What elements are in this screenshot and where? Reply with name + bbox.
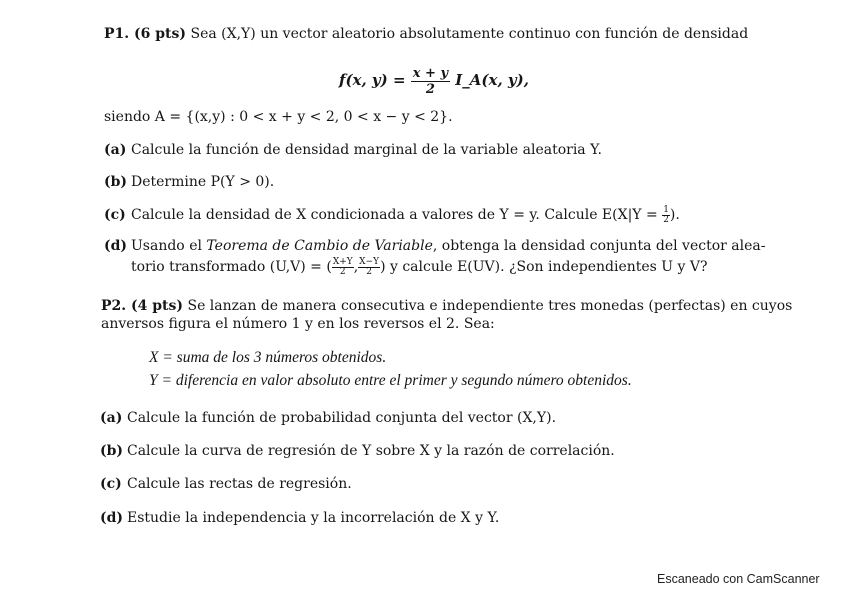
- density-fraction: [411, 67, 450, 96]
- d-line2-pre: torio transformado (U,V) = (: [131, 259, 332, 276]
- density-lhs: f(x, y) =: [339, 71, 406, 89]
- item-text: Estudie la independencia y la incorrelación de X y Y.: [127, 510, 500, 526]
- item-label: (b): [100, 443, 124, 459]
- item-label: (d): [104, 238, 128, 254]
- item-text: Determine P(Y > 0).: [131, 174, 275, 190]
- item-label: (c): [104, 207, 126, 224]
- d-fraction-1-num: X+Y: [332, 257, 353, 267]
- def-x: X = suma de los 3 números obtenidos.: [149, 349, 387, 366]
- d-line2-post: ) y calcule E(UV). ¿Son independientes U y V?: [380, 259, 708, 276]
- c-fraction-num: 1: [663, 205, 669, 215]
- def-y: Y = diferencia en valor absoluto entre el primer y segundo número obtenidos.: [149, 372, 632, 389]
- p2-intro-line2: anversos figura el número 1 y en los reversos el 2. Sea:: [101, 316, 495, 332]
- p2-title: P2. (4 pts): [101, 298, 184, 314]
- p1-item-b: [104, 174, 274, 191]
- density-numerator: x + y: [412, 65, 449, 81]
- d-fraction-2-num: X−Y: [359, 257, 380, 267]
- item-label: (b): [104, 174, 128, 190]
- item-text: Calcule las rectas de regresión.: [127, 476, 352, 492]
- set-a-definition: siendo A = {(x,y) : 0 < x + y < 2, 0 < x − y < 2}.: [104, 109, 453, 125]
- item-text: Calcule la función de densidad marginal de la variable aleatoria Y.: [131, 142, 602, 158]
- d-fraction-1: [332, 258, 354, 276]
- item-text: Calcule la curva de regresión de Y sobre X y la razón de correlación.: [127, 443, 615, 459]
- p1-item-c: [104, 206, 680, 224]
- item-text: Calcule la función de probabilidad conjunta del vector (X,Y).: [127, 410, 557, 426]
- c-fraction: [662, 206, 670, 224]
- d-theorem-name: Teorema de Cambio de Variable: [206, 238, 433, 254]
- item-text: Calcule la densidad de X condicionada a valores de Y = y. Calcule E(X|Y =: [131, 207, 658, 224]
- p1-intro: Sea (X,Y) un vector aleatorio absolutamente continuo con función de densidad: [190, 26, 749, 42]
- p1-header: [104, 26, 748, 43]
- density-denominator: 2: [425, 81, 435, 97]
- p2-item-a: [100, 410, 556, 427]
- item-label: (c): [100, 476, 122, 492]
- d-fraction-1-den: 2: [339, 266, 346, 277]
- p1-item-a: [104, 142, 602, 159]
- p2-item-d: [100, 510, 499, 527]
- p1-item-d-line1: [104, 238, 765, 255]
- c-close: ).: [669, 207, 680, 224]
- p2-header: [101, 298, 792, 315]
- d-line1-pre: Usando el: [131, 238, 202, 254]
- p2-intro-line1: Se lanzan de manera consecutiva e independiente tres monedas (perfectas) en cuyos: [187, 298, 793, 314]
- p1-title: P1. (6 pts): [104, 26, 187, 42]
- p2-item-b: [100, 443, 615, 460]
- scanner-watermark: Escaneado con CamScanner: [657, 572, 820, 586]
- item-label: (a): [100, 410, 123, 426]
- p1-item-d-line2: [131, 258, 708, 276]
- c-fraction-den: 2: [663, 214, 669, 225]
- d-fraction-2-den: 2: [366, 266, 372, 277]
- density-rhs: I_A(x, y),: [455, 71, 529, 89]
- item-label: (a): [104, 142, 127, 158]
- d-comma: ,: [353, 259, 359, 276]
- p2-item-c: [100, 476, 352, 493]
- density-formula: [339, 64, 529, 96]
- d-line1-post: , obtenga la densidad conjunta del vector alea-: [432, 238, 766, 254]
- d-fraction-2: [358, 258, 380, 276]
- item-label: (d): [100, 510, 124, 526]
